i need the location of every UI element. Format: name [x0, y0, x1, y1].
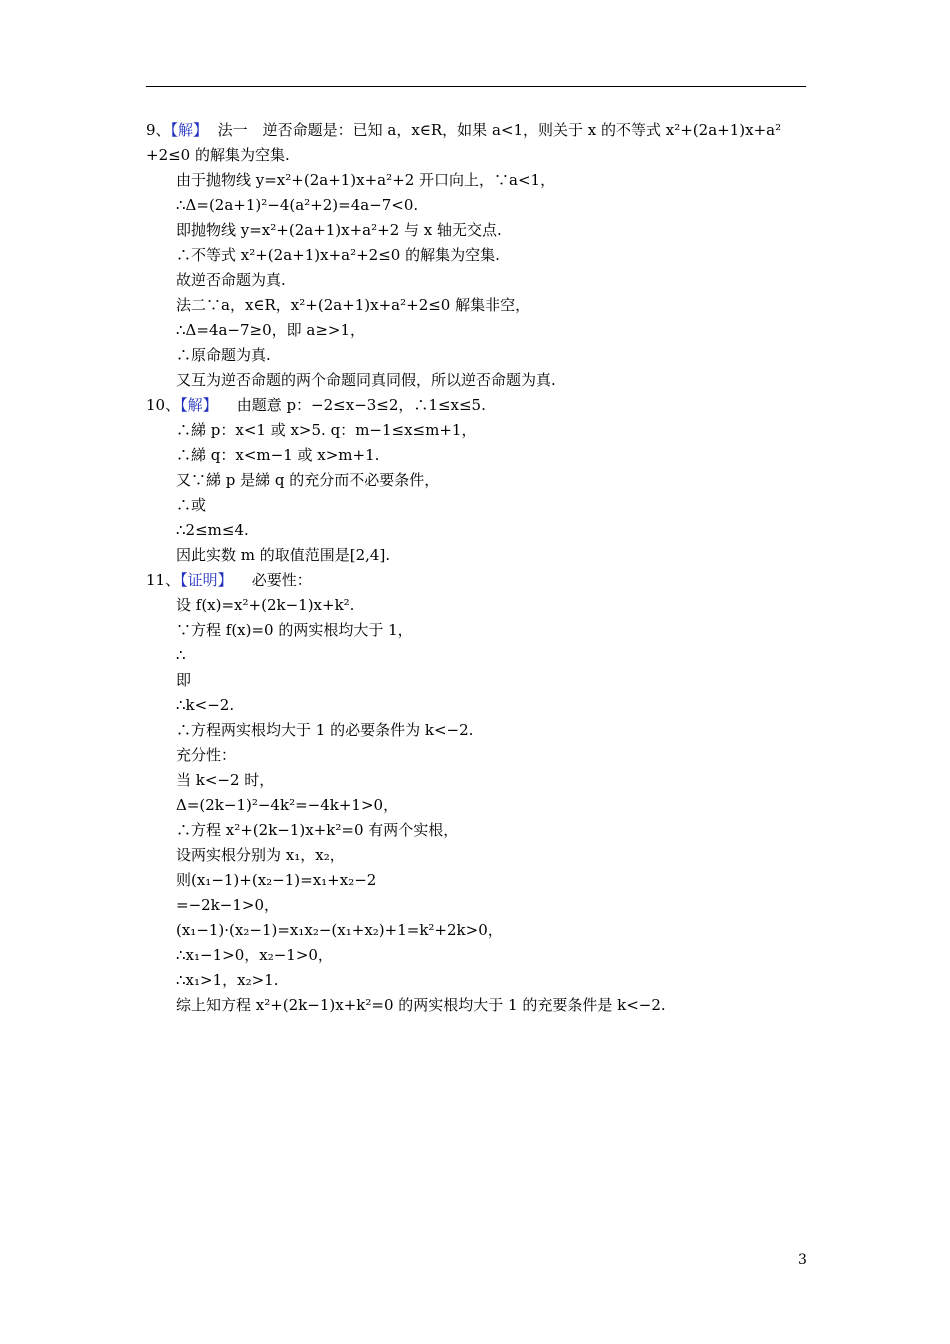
solution-tag: 【解】 [170, 121, 209, 139]
problem-9-line: 又互为逆否命题的两个命题同真同假，所以逆否命题为真. [176, 371, 556, 389]
problem-11-line: 充分性： [176, 746, 237, 764]
problem-11-line: ∴ [176, 646, 186, 664]
problem-11-line: =−2k−1>0， [176, 896, 279, 914]
problem-10-line: 又∵綈 p 是綈 q 的充分而不必要条件， [176, 471, 440, 489]
problem-number: 10、 [146, 396, 181, 414]
problem-11-line: 设 f(x)=x²+(2k−1)x+k². [176, 596, 355, 614]
problem-11-line: 当 k<−2 时， [176, 771, 275, 789]
page-number: 3 [798, 1252, 807, 1268]
line-text: 必要性： [251, 571, 312, 589]
line-text: 由题意 p：−2≤x−3≤2，∴1≤x≤5. [236, 396, 486, 414]
problem-11-line: 即 [176, 671, 192, 689]
problem-11-line: 综上知方程 x²+(2k−1)x+k²=0 的两实根均大于 1 的充要条件是 k<−2. [176, 996, 666, 1014]
problem-9-line: ∴原命题为真. [176, 346, 271, 364]
problem-9-line: 法二∵a，x∈R，x²+(2a+1)x+a²+2≤0 解集非空， [176, 296, 531, 314]
problem-10-line: ∴綈 q：x<m−1 或 x>m+1. [176, 446, 380, 464]
line-text: 法一 逆否命题是：已知 a，x∈R，如果 a<1，则关于 x 的不等式 x²+(2a+1)x+a² [217, 121, 782, 139]
problem-9-line: +2≤0 的解集为空集. [146, 146, 290, 164]
problem-9-line: ∴Δ=(2a+1)²−4(a²+2)=4a−7<0. [176, 196, 419, 214]
problem-10-line-1 [146, 393, 808, 418]
problem-11-line: ∴x₁−1>0，x₂−1>0， [176, 946, 333, 964]
problem-11-line: 则(x₁−1)+(x₂−1)=x₁+x₂−2 [176, 871, 377, 889]
problem-11-line: 设两实根分别为 x₁，x₂， [176, 846, 345, 864]
problem-11-line: (x₁−1)·(x₂−1)=x₁x₂−(x₁+x₂)+1=k²+2k>0， [176, 921, 503, 939]
problem-10-line: ∴或 [176, 496, 207, 514]
problem-11-line: Δ=(2k−1)²−4k²=−4k+1>0， [176, 796, 399, 814]
problem-11-line-1 [146, 568, 808, 593]
problem-9-line: ∴不等式 x²+(2a+1)x+a²+2≤0 的解集为空集. [176, 246, 500, 264]
problem-10-line: ∴綈 p：x<1 或 x>5. q：m−1≤x≤m+1， [176, 421, 477, 439]
problem-9-line: 即抛物线 y=x²+(2a+1)x+a²+2 与 x 轴无交点. [176, 221, 502, 239]
problem-11-line: ∴k<−2. [176, 696, 235, 714]
problem-11-line: ∴方程 x²+(2k−1)x+k²=0 有两个实根， [176, 821, 459, 839]
problem-10-line: ∴2≤m≤4. [176, 521, 249, 539]
problem-9-line: ∴Δ=4a−7≥0，即 a≥>1， [176, 321, 366, 339]
solution-tag: 【解】 [180, 396, 218, 414]
problem-11-line: ∴方程两实根均大于 1 的必要条件为 k<−2. [176, 721, 474, 739]
problem-9-line: 故逆否命题为真. [176, 271, 286, 289]
problem-11-line: ∵方程 f(x)=0 的两实根均大于 1， [176, 621, 413, 639]
problem-number: 9、 [146, 121, 171, 139]
solutions-body [146, 118, 808, 1018]
header-rule [146, 86, 806, 87]
problem-10-line: 因此实数 m 的取值范围是[2,4]. [176, 546, 391, 564]
problem-number: 11、 [146, 571, 181, 589]
problem-9-line: 由于抛物线 y=x²+(2a+1)x+a²+2 开口向上，∵a<1， [176, 171, 556, 189]
solution-tag: 【证明】 [180, 571, 233, 589]
problem-11-line: ∴x₁>1，x₂>1. [176, 971, 279, 989]
problem-9-line-1 [146, 118, 808, 143]
